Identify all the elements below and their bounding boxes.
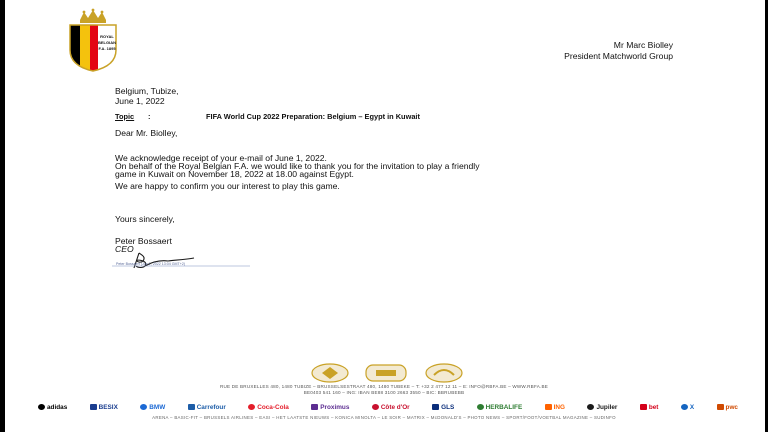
- letter-paragraph-1: We acknowledge receipt of your e-mail of June 1, 2022.: [115, 153, 327, 163]
- sponsor-label: Proximus: [320, 403, 350, 411]
- sponsor-label: Carrefour: [196, 403, 226, 411]
- badge-2-icon: [366, 365, 406, 381]
- crest-text-3: F.A. 1895: [98, 46, 116, 51]
- recipient-block: [564, 40, 673, 62]
- sponsor-label: bet: [648, 403, 659, 411]
- letter-date: June 1, 2022: [115, 96, 165, 106]
- signer-title: CEO: [115, 244, 134, 254]
- sponsor-logo-herbalife: [477, 404, 523, 411]
- sponsor-label: adidas: [47, 403, 68, 411]
- carrefour-icon: [188, 404, 195, 410]
- sponsor-logo-besix: [90, 404, 118, 411]
- crest-text-2: BELGIAN: [98, 40, 116, 45]
- sponsor-logo-pwc: [717, 404, 738, 411]
- signer-name: Peter Bossaert: [115, 236, 172, 246]
- besix-icon: [90, 404, 97, 410]
- letter-paragraph-2-line-2: game in Kuwait on November 18, 2022 at 18.00 against Egypt.: [115, 169, 354, 179]
- letter-place: Belgium, Tubize,: [115, 86, 179, 96]
- sponsor-label: ING: [553, 403, 566, 411]
- topic-text: FIFA World Cup 2022 Preparation: Belgium – Egypt in Kuwait: [206, 112, 420, 121]
- gls-icon: [432, 404, 439, 410]
- sponsor-logo-ing: [545, 404, 565, 411]
- sponsor-logo-c-te-d-or: [372, 404, 410, 411]
- adidas-icon: [38, 404, 45, 410]
- topic-colon: :: [148, 112, 151, 121]
- footer-address-line-1: RUE DE BRUXELLES 480, 1480 TUBIZE – BRUSSELSESTRAAT 480, 1480 TUBEKE – T: +32 2 477 12 11 – E: INFO@RBFA.BE – WWW.RBFA.BE: [220, 384, 548, 389]
- cote-dor-icon: [372, 404, 379, 410]
- sponsor-label: BMW: [149, 403, 166, 411]
- sponsor-label: pwc: [725, 403, 738, 411]
- sponsor-logo-jupiler: [587, 404, 617, 411]
- sponsor-logo-gls: [432, 404, 454, 411]
- letter-closing: Yours sincerely,: [115, 214, 175, 224]
- x-icon: [681, 404, 688, 410]
- sponsor-label: Jupiler: [596, 403, 618, 411]
- sponsor-logo-x: [681, 404, 694, 411]
- recipient-role: President Matchworld Group: [564, 51, 673, 61]
- sponsor-logo-bmw: [140, 404, 165, 411]
- sponsor-logo-adidas: [38, 404, 67, 411]
- federation-badges: [310, 362, 470, 384]
- badge-3-icon: [426, 364, 462, 382]
- rbfa-crest-logo: [62, 8, 124, 72]
- sponsor-logo-coca-cola: [248, 404, 289, 411]
- letter-greeting: Dear Mr. Biolley,: [115, 128, 178, 138]
- topic-label: Topic: [115, 112, 135, 121]
- sponsor-label: Coca-Cola: [257, 403, 289, 411]
- ing-icon: [545, 404, 552, 410]
- badge-1-icon: [312, 364, 348, 382]
- recipient-name: Mr Marc Biolley: [613, 40, 673, 50]
- footer-address-line-2: BE0403 541 160 – ING: IBAN BE88 3100 2663 3550 – BIC: BBRUBEBB: [303, 390, 465, 395]
- sponsor-label: Côte d'Or: [380, 403, 410, 411]
- sponsor-label: X: [689, 403, 695, 411]
- jupiler-icon: [587, 404, 594, 410]
- footer-partners-line: ARENA – BASIC-FIT – BRUSSELS AIRLINES – EASI – HET LAATSTE NIEUWS – KONICA MINOLTA – LE SOIR – MATRIX – McDONALD'S – PHOTO NEWS – SPORT/FOOT/VOETBAL MAGAZINE – SUDINFO: [152, 415, 616, 420]
- page-border-left: [0, 0, 5, 432]
- handwritten-signature: [112, 252, 252, 270]
- sponsor-logo-proximus: [311, 404, 349, 411]
- pwc-icon: [717, 404, 724, 410]
- sponsor-label: HERBALIFE: [485, 403, 523, 411]
- sponsor-logos-row: [38, 400, 738, 414]
- sponsor-logo-bet: [640, 404, 659, 411]
- sponsor-logo-carrefour: [188, 404, 226, 411]
- herbalife-icon: [477, 404, 484, 410]
- letter-paragraph-2-line-1: On behalf of the Royal Belgian F.A. we would like to thank you for the invitation to play a friendly: [115, 161, 480, 171]
- bmw-icon: [140, 404, 147, 410]
- proximus-icon: [311, 404, 318, 410]
- sponsor-label: GLS: [441, 403, 455, 411]
- letter-paragraph-3: We are happy to confirm you our interest to play this game.: [115, 181, 340, 191]
- sponsor-label: BESIX: [98, 403, 118, 411]
- crest-text-1: ROYAL: [100, 34, 114, 39]
- coca-cola-icon: [248, 404, 255, 410]
- betfirst-icon: [640, 404, 647, 410]
- signature-caption: Peter Bossaert (Jun 1, 2022 13:04 GMT+2): [116, 262, 186, 266]
